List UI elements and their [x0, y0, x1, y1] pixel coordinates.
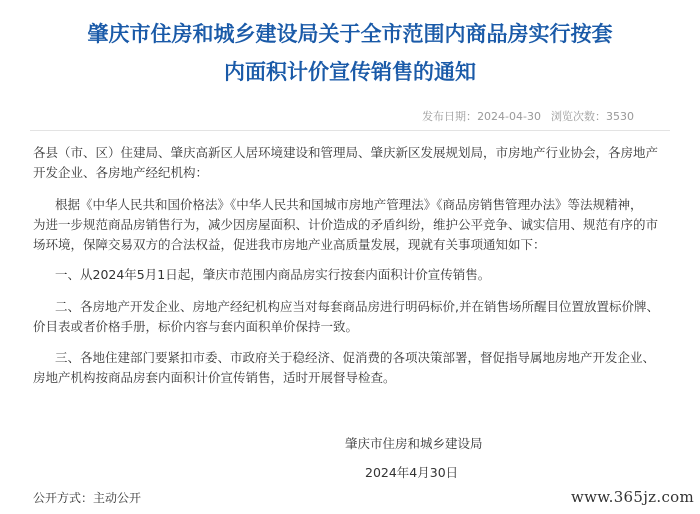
publish-date-label: 发布日期：: [422, 110, 478, 123]
signature-organization: 肇庆市住房和城乡建设局: [345, 436, 483, 451]
title-divider: [30, 130, 670, 131]
disclosure-label: 公开方式：: [33, 491, 94, 505]
intro-line: 根据《中华人民共和国价格法》《中华人民共和国城市房地产管理法》《商品房销售管理办法》等法规精神，: [55, 197, 643, 212]
publish-meta: [422, 108, 634, 124]
intro-line: 场环境，保障交易双方的合法权益，促进我市房地产业高质量发展，现就有关事项通知如下：: [33, 237, 546, 252]
item-3-line: 三、各地住建部门要紧扣市委、市政府关于稳经济、促消费的各项决策部署，督促指导属地房地产开发企业、: [55, 350, 656, 365]
notice-title-line-1: 肇庆市住房和城乡建设局关于全市范围内商品房实行按套: [87, 22, 613, 46]
intro-line: 为进一步规范商品房销售行为，减少因房屋面积、计价造成的矛盾纠纷，维护公平竞争、诚实信用、规范有序的市: [33, 217, 659, 232]
item-1-paragraph: [33, 265, 673, 285]
salutation-line: 各县（市、区）住建局、肇庆高新区人居环境建设和管理局、肇庆新区发展规划局，市房地产行业协会，各房地产: [33, 145, 659, 160]
notice-title-line-2: 内面积计价宣传销售的通知: [224, 60, 476, 84]
publish-date: 2024-04-30: [477, 110, 541, 123]
disclosure-value: 主动公开: [93, 491, 142, 505]
disclosure-method: [33, 489, 141, 506]
item-2-line: 二、各房地产开发企业、房地产经纪机构应当对每套商品房进行明码标价,并在销售场所醒目位置放置标价牌、: [55, 299, 659, 314]
views-label: 浏览次数：: [551, 110, 606, 123]
signature-date: 2024年4月30日: [365, 465, 459, 480]
site-watermark: www.365jz.com: [570, 488, 694, 506]
item-1-line: 一、从2024年5月1日起，肇庆市范围内商品房实行按套内面积计价宣传销售。: [55, 267, 491, 282]
salutation-paragraph: [33, 143, 673, 183]
item-2-paragraph: [33, 297, 673, 337]
salutation-line: 开发企业、各房地产经纪机构：: [33, 165, 209, 180]
views-count: 3530: [606, 110, 634, 123]
item-3-line: 房地产机构按商品房套内面积计价宣传销售，适时开展督导检查。: [33, 370, 396, 385]
item-3-paragraph: [33, 348, 673, 388]
item-2-line: 价目表或者价格手册，标价内容与套内面积单价保持一致。: [33, 319, 359, 334]
intro-paragraph: [33, 195, 673, 255]
